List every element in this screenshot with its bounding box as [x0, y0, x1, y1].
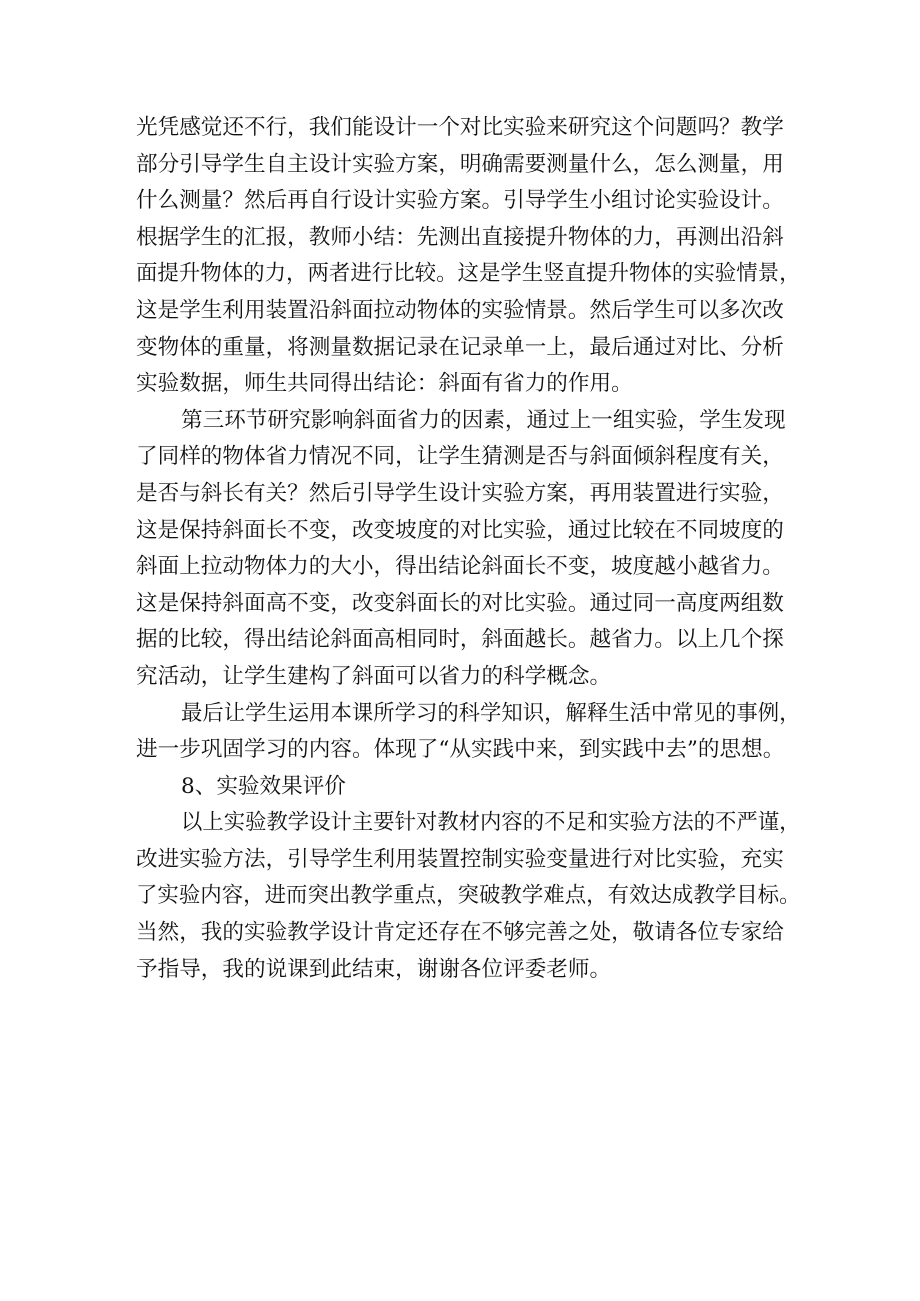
text-line: 进一步巩固学习的内容。体现了“从实践中来，到实践中去”的思想。	[136, 737, 785, 763]
text-line: 面提升物体的力，两者进行比较。这是学生竖直提升物体的实验情景，	[136, 261, 801, 287]
text-line: 究活动，让学生建构了斜面可以省力的科学概念。	[136, 663, 612, 689]
text-line: 是否与斜长有关？然后引导学生设计实验方案，再用装置进行实验，	[136, 480, 784, 506]
text-line: 光凭感觉还不行，我们能设计一个对比实验来研究这个问题吗？教学	[136, 115, 784, 140]
text-line: 第三环节研究影响斜面省力的因素，通过上一组实验，学生发现	[181, 407, 786, 433]
text-line: 了实验内容，进而突出教学重点，突破教学难点，有效达成教学目标。	[136, 883, 801, 909]
text-line: 这是学生利用装置沿斜面拉动物体的实验情景。然后学生可以多次改	[136, 297, 784, 323]
text-line: 8、实验效果评价	[181, 773, 346, 799]
text-line: 根据学生的汇报，教师小结：先测出直接提升物体的力，再测出沿斜	[136, 224, 784, 250]
text-line: 这是保持斜面高不变，改变斜面长的对比实验。通过同一高度两组数	[136, 590, 784, 616]
text-line: 了同样的物体省力情况不同，让学生猜测是否与斜面倾斜程度有关，	[136, 444, 784, 470]
text-line: 变物体的重量，将测量数据记录在记录单一上，最后通过对比、分析	[136, 334, 784, 360]
document-body	[136, 110, 800, 988]
text-line: 当然，我的实验教学设计肯定还存在不够完善之处，敬请各位专家给	[136, 920, 784, 946]
text-line: 这是保持斜面长不变，改变坡度的对比实验，通过比较在不同坡度的	[136, 517, 784, 543]
text-line: 据的比较，得出结论斜面高相同时，斜面越长。越省力。以上几个探	[136, 627, 784, 653]
text-line: 予指导，我的说课到此结束，谢谢各位评委老师。	[136, 956, 612, 982]
text-line: 最后让学生运用本课所学习的科学知识，解释生活中常见的事例，	[181, 700, 801, 726]
text-line: 以上实验教学设计主要针对教材内容的不足和实验方法的不严谨，	[181, 810, 801, 836]
text-line: 实验数据，师生共同得出结论：斜面有省力的作用。	[136, 371, 633, 397]
text-line: 部分引导学生自主设计实验方案，明确需要测量什么，怎么测量，用	[136, 151, 784, 177]
text-line: 改进实验方法，引导学生利用装置控制实验变量进行对比实验，充实	[136, 846, 784, 872]
text-line: 什么测量？然后再自行设计实验方案。引导学生小组讨论实验设计。	[136, 188, 784, 214]
text-line: 斜面上拉动物体力的大小，得出结论斜面长不变，坡度越小越省力。	[136, 554, 784, 580]
